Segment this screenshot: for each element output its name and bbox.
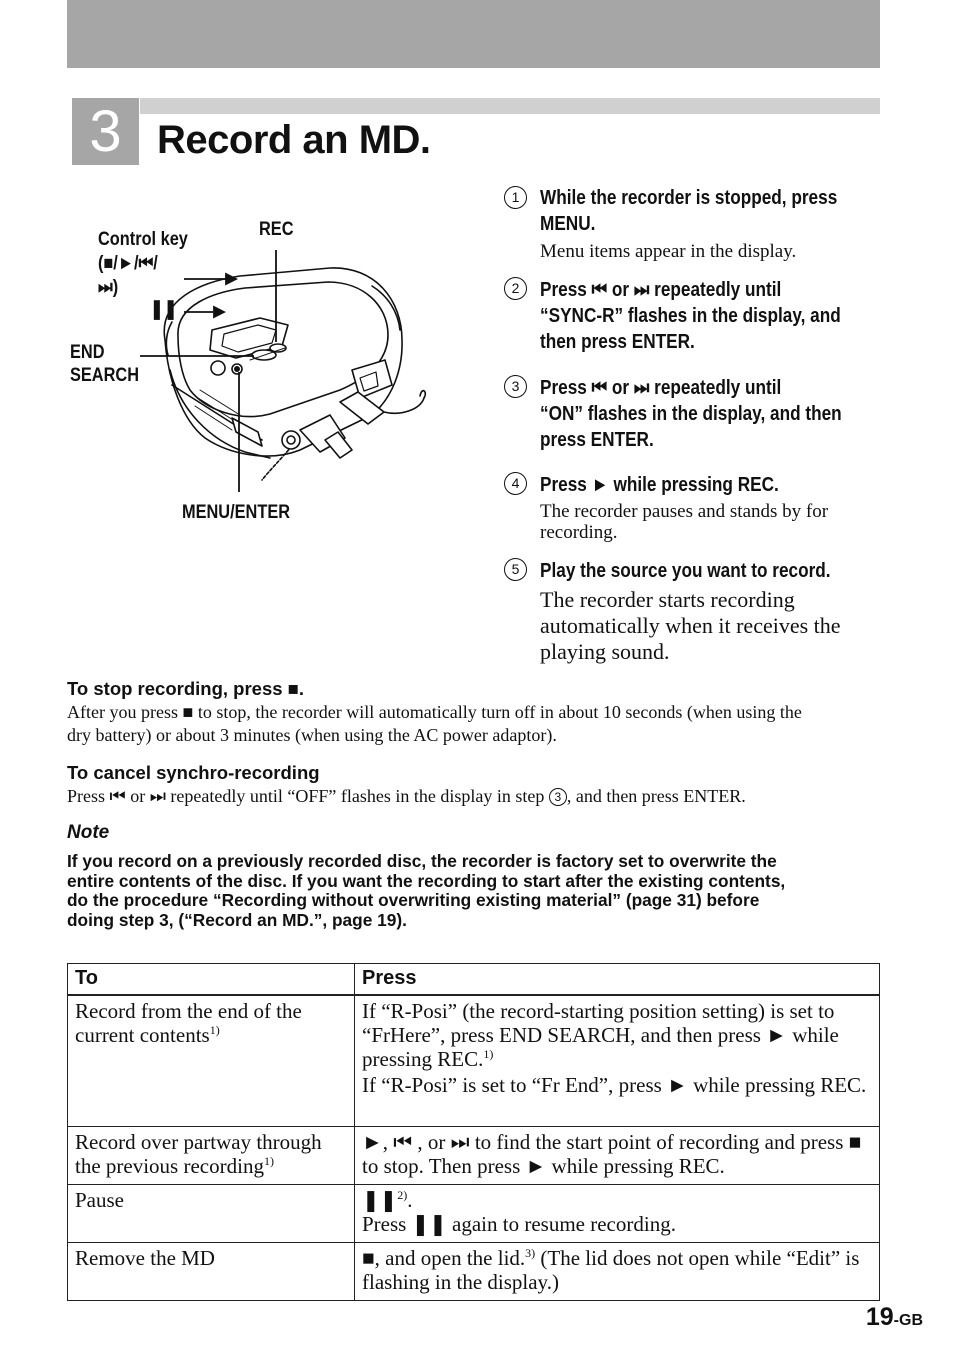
step-4-heading: Press ► while pressing REC. — [540, 474, 779, 496]
page-number-value: 19 — [865, 1303, 894, 1331]
control-key-label: Control key — [98, 229, 188, 250]
table-cell-to — [68, 1126, 355, 1184]
table-row — [68, 1126, 880, 1184]
cell-text: (The lid does not open while “Edit” is flashing in the display.) — [362, 1245, 860, 1294]
control-key-symbols-end: ⏭) — [98, 277, 119, 298]
table-row — [68, 1184, 880, 1242]
step-1-heading — [540, 185, 837, 237]
cancel-body-text: Press ⏮ or ⏭ repeatedly until “OFF” flashes in the display in step — [67, 786, 545, 806]
note-heading: Note — [67, 822, 110, 843]
control-key-symbols: (■/►/⏮/ — [98, 253, 158, 274]
step-3-heading — [540, 375, 842, 453]
step-4-body — [540, 501, 828, 543]
step-number: 3 — [89, 99, 122, 164]
table-cell-to: Pause — [68, 1184, 355, 1242]
end-search-label-2: SEARCH — [70, 365, 140, 386]
footnote-ref: 1) — [263, 1153, 274, 1168]
footnote-ref: 2) — [397, 1187, 408, 1202]
step-4-number: 4 — [504, 472, 527, 495]
operations-table — [67, 963, 880, 1301]
step-2-heading-line: “SYNC-R” flashes in the display, and — [540, 305, 841, 327]
stop-heading: To stop recording, press ■. — [67, 678, 304, 699]
cell-text: If “R-Posi” (the record-starting position setting) is set to “FrHere”, press END SEARCH, and then press ► while pressing REC. — [362, 999, 839, 1071]
cancel-heading: To cancel synchro-recording — [67, 762, 320, 783]
step-1-heading-line: MENU. — [540, 213, 596, 235]
menu-enter-label: MENU/ENTER — [182, 502, 291, 523]
step-2-number: 2 — [504, 277, 527, 300]
table-cell-press — [355, 1184, 880, 1242]
page-number — [866, 1303, 923, 1332]
footnote-ref: 1) — [483, 1047, 494, 1061]
step-4-body-line: The recorder pauses and stands by for — [540, 501, 829, 522]
step-2-heading-line: Press ⏮ or ⏭ repeatedly until — [540, 279, 782, 301]
step-5-heading: Play the source you want to record. — [540, 560, 831, 582]
step-ref-circle: 3 — [549, 788, 567, 806]
step-2-heading-line: then press ENTER. — [540, 331, 695, 353]
step-5-body-line: playing sound. — [540, 639, 670, 664]
column-header-press: Press — [355, 964, 880, 996]
note-line: do the procedure “Recording without overwriting existing material” (page 31) before — [67, 890, 760, 910]
step-5-body-line: automatically when it receives the — [540, 613, 841, 638]
step-3-number: 3 — [504, 375, 527, 398]
stop-body — [67, 701, 802, 747]
cancel-body — [67, 785, 746, 808]
cell-text: . — [407, 1187, 413, 1212]
table-header-row — [68, 964, 880, 996]
cell-paragraph: Press ❚❚ again to resume recording. — [362, 1211, 676, 1236]
table-cell-press — [355, 1242, 880, 1300]
end-search-label: END — [70, 342, 105, 363]
table-cell-press — [355, 995, 880, 1126]
cancel-body-text-end: , and then press ENTER. — [566, 786, 746, 806]
step-1-body: Menu items appear in the display. — [540, 241, 797, 262]
step-3-heading-line: Press ⏮ or ⏭ repeatedly until — [540, 377, 782, 399]
cell-text: Record from the end of the current contents — [75, 999, 302, 1047]
table-row — [68, 995, 880, 1126]
step-4-body-line: recording. — [540, 522, 618, 543]
stop-body-line: After you press ■ to stop, the recorder will automatically turn off in about 10 seconds (when using the — [67, 702, 802, 722]
pause-symbol: ❚❚ — [362, 1187, 398, 1212]
pause-label: ❚❚ — [150, 299, 178, 320]
step-2-heading — [540, 277, 841, 355]
cell-paragraph: ►, ⏮ , or ⏭ to find the start point of recording and press ■ to stop. Then press ► while pressing REC. — [362, 1129, 862, 1178]
footnote-ref: 3) — [525, 1245, 536, 1260]
cell-text: Record over partway through the previous recording — [75, 1129, 322, 1178]
cell-paragraph — [362, 1246, 872, 1294]
step-1-heading-line: While the recorder is stopped, press — [540, 187, 838, 209]
rec-label: REC — [259, 219, 294, 240]
footnote-ref: 1) — [209, 1023, 220, 1037]
note-line: entire contents of the disc. If you want the recording to start after the existing contents, — [67, 871, 786, 891]
column-header-to: To — [68, 964, 355, 996]
step-5-number: 5 — [504, 558, 527, 581]
table-cell-to: Remove the MD — [68, 1242, 355, 1300]
page-number-suffix: -GB — [893, 1312, 923, 1329]
cell-paragraph — [362, 999, 872, 1071]
step-1-number: 1 — [504, 186, 527, 209]
md-recorder-drawing — [0, 0, 480, 540]
step-5-body — [540, 587, 841, 665]
note-line: doing step 3, (“Record an MD.”, page 19). — [67, 910, 407, 930]
cell-paragraph: If “R-Posi” is set to “Fr End”, press ► while pressing REC. — [362, 1073, 867, 1097]
note-line: If you record on a previously recorded disc, the recorder is factory set to overwrite the — [67, 851, 777, 871]
cell-text: ■, and open the lid. — [362, 1245, 526, 1270]
table-row — [68, 1242, 880, 1300]
cell-paragraph — [362, 1188, 872, 1212]
step-5-body-line: The recorder starts recording — [540, 587, 795, 612]
table-cell-to — [68, 995, 355, 1126]
stop-body-line: dry battery) or about 3 minutes (when using the AC power adaptor). — [67, 725, 557, 745]
page-title: Record an MD. — [157, 118, 431, 162]
step-3-heading-line: “ON” flashes in the display, and then — [540, 403, 842, 425]
step-3-heading-line: press ENTER. — [540, 429, 654, 451]
table-cell-press — [355, 1126, 880, 1184]
